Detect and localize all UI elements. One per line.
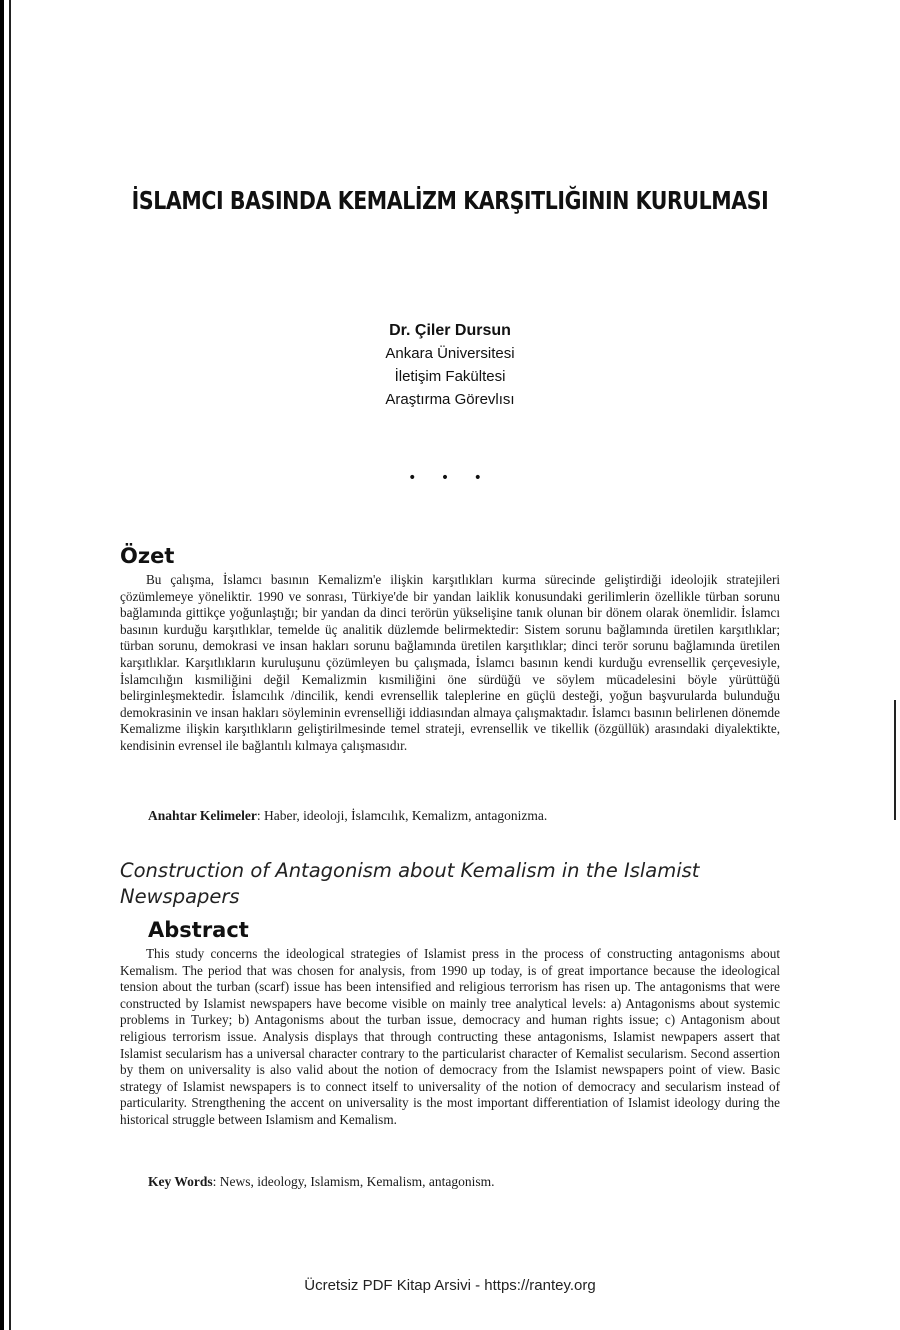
ozet-heading: Özet	[120, 544, 175, 568]
author-block	[290, 320, 610, 411]
ozet-keywords-list: : Haber, ideoloji, İslamcılık, Kemalizm, antagonizma.	[256, 808, 548, 823]
section-separator: • • •	[408, 470, 492, 486]
abstract-keywords-list: : News, ideology, Islamism, Kemalism, antagonism.	[212, 1174, 495, 1189]
abstract-heading: Abstract	[148, 918, 249, 942]
scan-edge-mark	[894, 700, 896, 820]
ozet-body: Bu çalışma, İslamcı basının Kemalizm'e ilişkin karşıtlıkları kurma sürecinde geliştirdiği ideolojik stratejileri çözümlemeye yöneliktir. 1990 ve sonrası, Türkiye'de bir yandan laiklik konusundaki gerilimlerin özellikle türban sorunu bağlamında gittikçe yoğunlaştığı; bir yandan da dinci terörün yükselişine tanık olunan bir dönem olarak önemlidir. İslamcı basının kurduğu karşıtlıklar, temelde üç analitik düzlemde belirmektedir: Sistem sorunu bağlamında üretilen karşıtlıklar; türban sorunu, demokrasi ve insan hakları sorunu bağlamında üretilen karşıtlıklar; dinci terör sorunu bağlamında üretilen karşıtlıklar. Karşıtlıkların kuruluşunu çözümleyen bu çalışmada, İslamcı basının kendi kurduğu evrensellik çerçevesiyle, İslamcılığın kısmiliğini değil Kemalizmin kısmiliğini öne sürdüğü ve söylem mücadelesini böyle yürüttüğü belirginleşmektedir. İslamcılık /dincilik, kendi evrensellik taleplerine en güçlü desteği, yoğun başvurularda bulunduğu demokrasinin ve insan hakları söyleminin evrenselliği iddiasından almaya çalışmaktadır. İslamcı basının belirlenen dönemde Kemalizme ilişkin karşıtlıkların geliştirilmesinde temel strateji, evrensellik ve tikellik (özgüllük) arasındaki diyalektikte, kendisinin evrensel ile bağlantılı kılmaya çalışmasıdır.	[120, 572, 780, 753]
scan-binding-edge	[0, 0, 14, 1330]
affiliation-university: Ankara Üniversitesi	[385, 345, 515, 362]
affiliation-position: Araştırma Görevlısı	[385, 391, 515, 408]
abstract-keywords-label: Key Words	[148, 1174, 213, 1189]
abstract-keywords	[148, 1174, 494, 1190]
affiliation-faculty: İletişim Fakültesi	[394, 368, 506, 385]
ozet-keywords	[148, 808, 547, 824]
footer-watermark: Ücretsiz PDF Kitap Arsivi - https://rantey.org	[304, 1277, 596, 1294]
abstract-body: This study concerns the ideological strategies of Islamist press in the process of constructing antagonisms about Kemalism. The period that was chosen for analysis, from 1990 up today, is of great importance because the ideological tension about the turban (scarf) issue has been intensified and religious terrorism has risen up. The antagonisms that were constructed by Islamist newspapers have become visible on mainly tree analytical levels: a) Antagonisms about systemic problems in Turkey; b) Antagonisms about the turban issue, democracy and human rights issue; c) Antagonism about religious terrorism issue. Analysis displays that through contructing these antagonisms, Islamist newpapers assert that Islamist secularism has a universal character contrary to the particularist character of Kemalist secularism. Second assertion by them on universality is also valid about the notion of democracy from the Islamist newspapers point of view. Basic strategy of Islamist newspapers is to connect itself to universality of the notion of democracy and secularism instead of particularity. Strengthening the accent on universality is the most important differentiation of Islamist ideology during the historical struggle between Islamism and Kemalism.	[120, 946, 780, 1127]
author-name: Dr. Çiler Dursun	[389, 322, 511, 339]
english-title: Construction of Antagonism about Kemalism in the Islamist Newspapers	[120, 859, 700, 908]
article-title: İSLAMCI BASINDA KEMALİZM KARŞITLIĞININ KURULMASI	[131, 186, 769, 215]
ozet-keywords-label: Anahtar Kelimeler	[148, 808, 257, 823]
